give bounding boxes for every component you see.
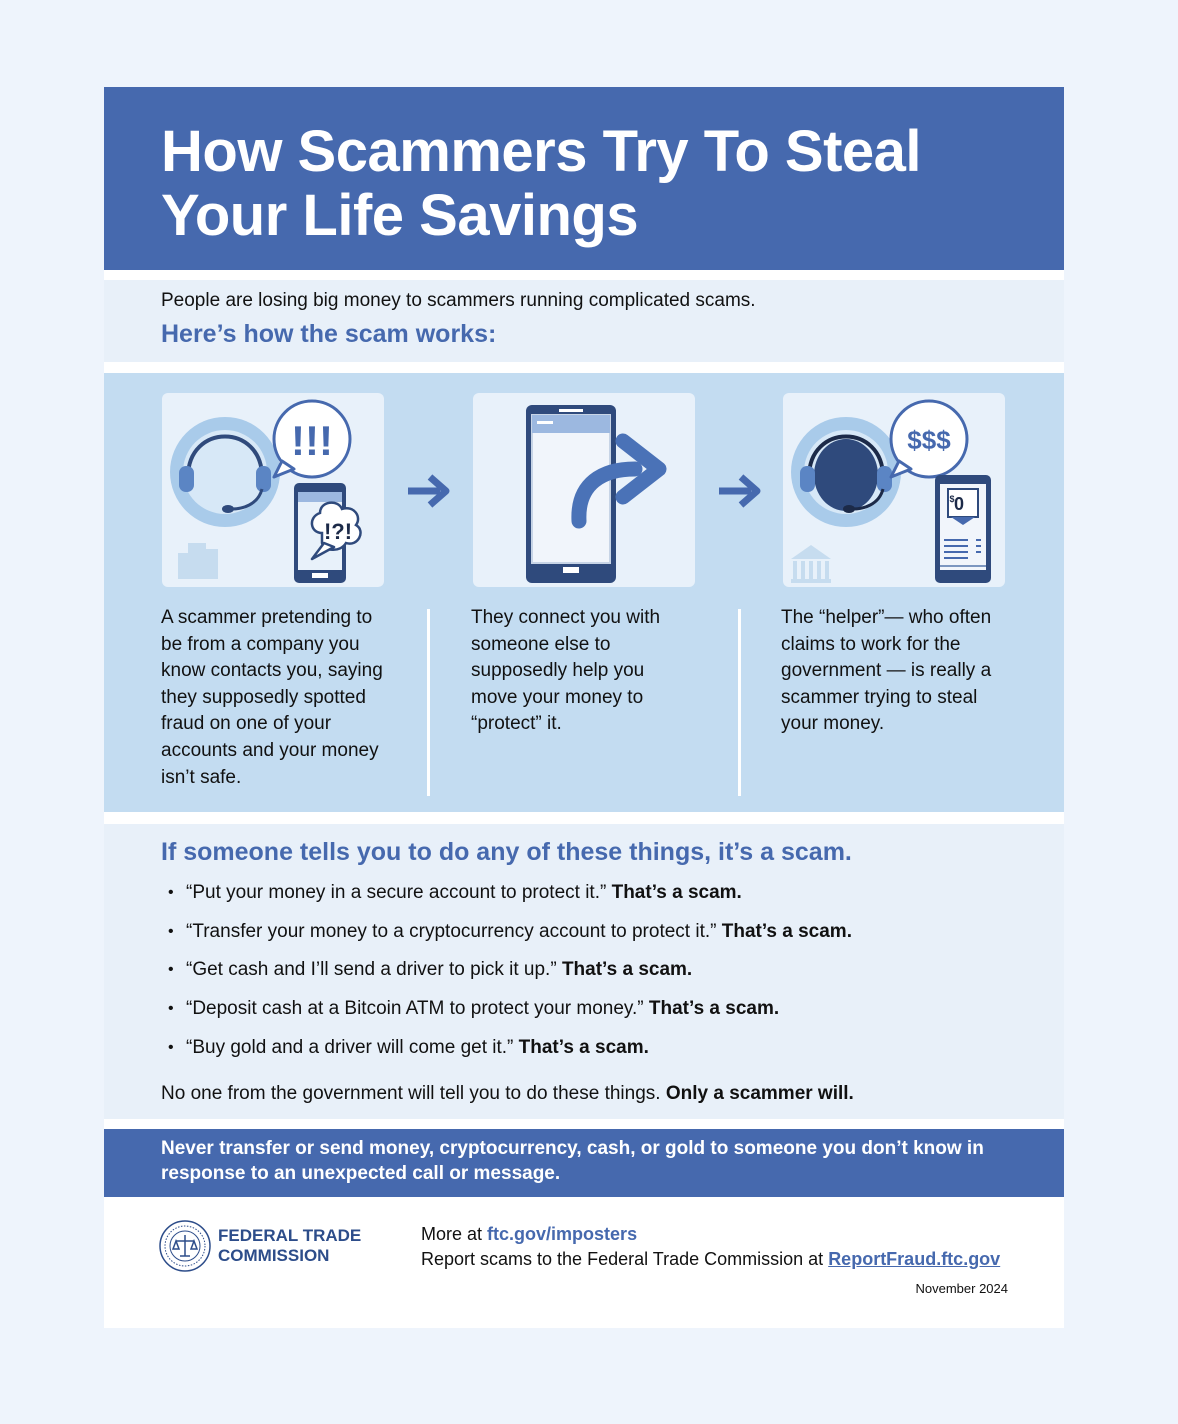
scam-quote: “Transfer your money to a cryptocurrency account to protect it.” (186, 920, 717, 942)
step-2-illustration (473, 393, 695, 587)
bank-icon (791, 545, 831, 583)
phone-icon (526, 405, 616, 583)
speech-bubble-icon (274, 401, 350, 477)
balance-currency: $ (949, 494, 955, 504)
ftc-seal-icon (159, 1220, 211, 1272)
step-3-illustration (783, 393, 1005, 587)
scam-quote: “Buy gold and a driver will come get it.” (186, 1036, 514, 1058)
step-1-text: A scammer pretending to be from a company you know contacts you, saying they supposedly spotted fraud on one of your accounts and your money isn’t safe. (161, 607, 383, 788)
report-fraud-link[interactable]: ReportFraud.ftc.gov (828, 1249, 1001, 1269)
balance-amount: 0 (953, 494, 965, 514)
closing-text: No one from the government will tell you to do these things. (161, 1083, 661, 1104)
scam-list-heading: If someone tells you to do any of these things, it’s a scam. (161, 838, 852, 866)
ftc-wordmark (218, 1226, 361, 1266)
more-info-line (421, 1224, 637, 1245)
closing-statement (161, 1083, 854, 1105)
list-item (186, 881, 852, 920)
scam-warning-section (104, 824, 1064, 1119)
scam-verdict: That’s a scam. (721, 920, 852, 942)
intro-subheading: Here’s how the scam works: (161, 320, 497, 348)
headset-icon (791, 417, 901, 527)
step-divider (738, 609, 741, 796)
warning-banner (104, 1129, 1064, 1197)
list-item (186, 997, 852, 1036)
scam-quote: “Put your money in a secure account to protect it.” (186, 882, 607, 903)
scam-verdict: That’s a scam. (648, 998, 780, 1020)
ftc-name-line-2: COMMISSION (218, 1246, 330, 1265)
right-arrow-icon (406, 473, 452, 509)
speech-bubble-icon (891, 401, 967, 477)
right-arrow-icon (717, 473, 763, 509)
scam-quote: “Deposit cash at a Bitcoin ATM to protect your money.” (186, 998, 644, 1020)
closing-bold: Only a scammer will. (665, 1083, 854, 1104)
flyer-page (104, 87, 1064, 1328)
step-divider (427, 609, 430, 796)
title-header (104, 87, 1064, 270)
list-item (186, 1036, 852, 1075)
building-icon (178, 543, 218, 579)
phone-icon (935, 475, 991, 583)
page-title-line-1: How Scammers Try To Steal (161, 119, 922, 184)
intro-section (104, 280, 1064, 362)
money-bubble-text: $$$ (907, 425, 951, 455)
scam-verdict: That’s a scam. (518, 1036, 649, 1058)
page-title (161, 120, 921, 248)
headset-icon (170, 417, 280, 527)
scam-quote: “Get cash and I’ll send a driver to pick it up.” (186, 959, 557, 981)
page-title-line-2: Your Life Savings (161, 183, 639, 248)
step-1-illustration (162, 393, 384, 587)
confusion-bubble-icon (312, 503, 361, 559)
footer (104, 1197, 1064, 1328)
imposters-link[interactable]: ftc.gov/imposters (487, 1224, 638, 1244)
scam-verdict: That’s a scam. (611, 882, 742, 903)
intro-text: People are losing big money to scammers running complicated scams. (161, 290, 756, 311)
publication-date: November 2024 (915, 1281, 1008, 1296)
more-prefix: More at (421, 1224, 483, 1244)
scam-list (186, 881, 852, 1074)
list-item (186, 958, 852, 997)
scam-steps-section (104, 373, 1064, 812)
scam-verdict: That’s a scam. (561, 959, 693, 981)
step-2-text: They connect you with someone else to supposedly help you move your money to “protect” it. (471, 607, 661, 735)
list-item (186, 920, 852, 959)
report-prefix: Report scams to the Federal Trade Commission at (421, 1249, 824, 1269)
report-line (421, 1249, 1000, 1270)
confusion-bubble-text: !?! (323, 519, 353, 544)
alert-bubble-text: !!! (291, 417, 333, 464)
step-3-text: The “helper”— who often claims to work for the government — is really a scammer trying to steal your money. (781, 607, 992, 735)
ftc-name-line-1: FEDERAL TRADE (218, 1226, 362, 1245)
banner-text: Never transfer or send money, cryptocurrency, cash, or gold to someone you don’t know in response to an unexpected call or message. (161, 1138, 984, 1184)
